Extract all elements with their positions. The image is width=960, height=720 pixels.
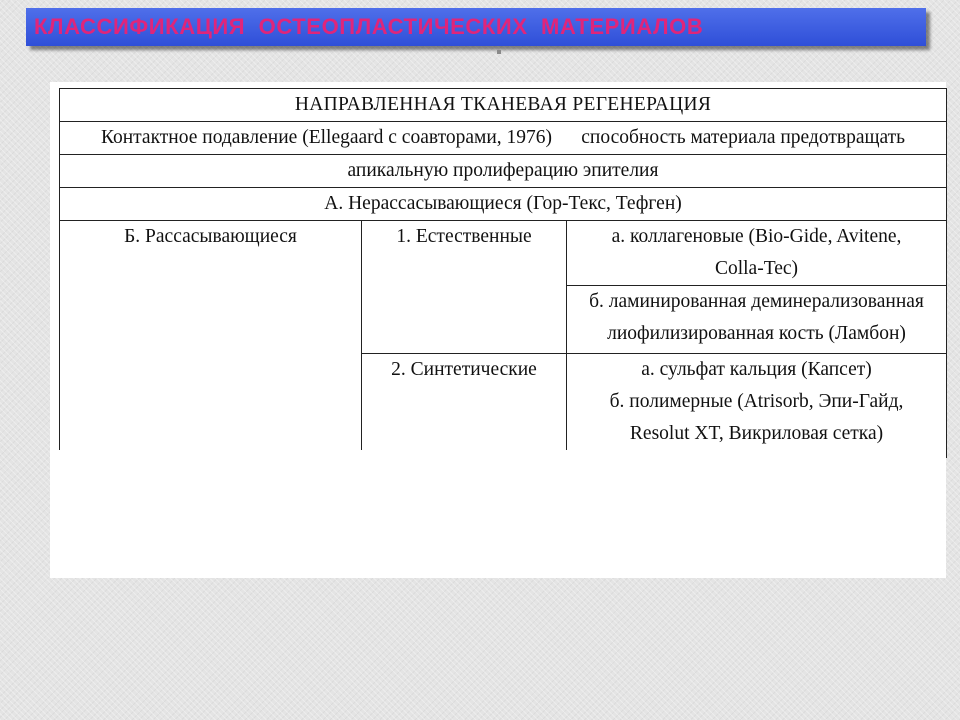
natural-a-line2: Colla-Tec) bbox=[714, 258, 799, 279]
natural-a-line1: а. коллагеновые (Bio-Gide, Avitene, bbox=[611, 226, 902, 247]
natural-a-cell bbox=[567, 221, 947, 286]
synthetic-text: 2. Синтетические bbox=[391, 359, 537, 380]
contact-suppression-line2: апикальную пролиферацию эпителия bbox=[347, 160, 659, 181]
synthetic-b-line1: б. полимерные (Atrisorb, Эпи-Гайд, bbox=[609, 391, 904, 412]
group-b-cell bbox=[60, 221, 362, 458]
table-row bbox=[60, 122, 947, 155]
table-row bbox=[60, 89, 947, 122]
group-a-cell bbox=[60, 188, 947, 221]
table-header bbox=[60, 89, 947, 122]
synthetic-b-line2: Resolut XT, Викриловая сетка) bbox=[629, 423, 884, 444]
contact-suppression-cell-cont bbox=[60, 155, 947, 188]
decorative-dot bbox=[497, 50, 501, 54]
synthetic-ab-cell bbox=[567, 354, 947, 458]
slide-title-bar bbox=[26, 8, 926, 46]
contact-suppression-cell bbox=[60, 122, 947, 155]
table-header-text: НАПРАВЛЕННАЯ ТКАНЕВАЯ РЕГЕНЕРАЦИЯ bbox=[294, 94, 712, 115]
content-panel bbox=[50, 82, 946, 578]
table-cutoff bbox=[50, 450, 946, 462]
table-row bbox=[60, 188, 947, 221]
classification-table bbox=[59, 88, 947, 458]
natural-b-line1: б. ламинированная деминерализованная bbox=[589, 291, 924, 312]
slide-title: КЛАССИФИКАЦИЯ ОСТЕОПЛАСТИЧЕСКИХ МАТЕРИАЛОВ bbox=[34, 14, 704, 39]
contact-suppression-line1: Контактное подавление (Ellegaard с соавторами, 1976) способность материала предотвращать bbox=[100, 127, 906, 148]
natural-cell bbox=[362, 221, 567, 354]
natural-b-line2: лиофилизированная кость (Ламбон) bbox=[607, 323, 906, 344]
natural-b-cell bbox=[567, 286, 947, 354]
table-row bbox=[60, 155, 947, 188]
group-b-text: Б. Рассасывающиеся bbox=[124, 226, 297, 247]
group-a-text: А. Нерассасывающиеся (Гор-Текс, Тефген) bbox=[324, 193, 682, 214]
natural-text: 1. Естественные bbox=[396, 226, 532, 247]
synthetic-a-text: а. сульфат кальция (Капсет) bbox=[641, 359, 872, 380]
synthetic-cell bbox=[362, 354, 567, 458]
